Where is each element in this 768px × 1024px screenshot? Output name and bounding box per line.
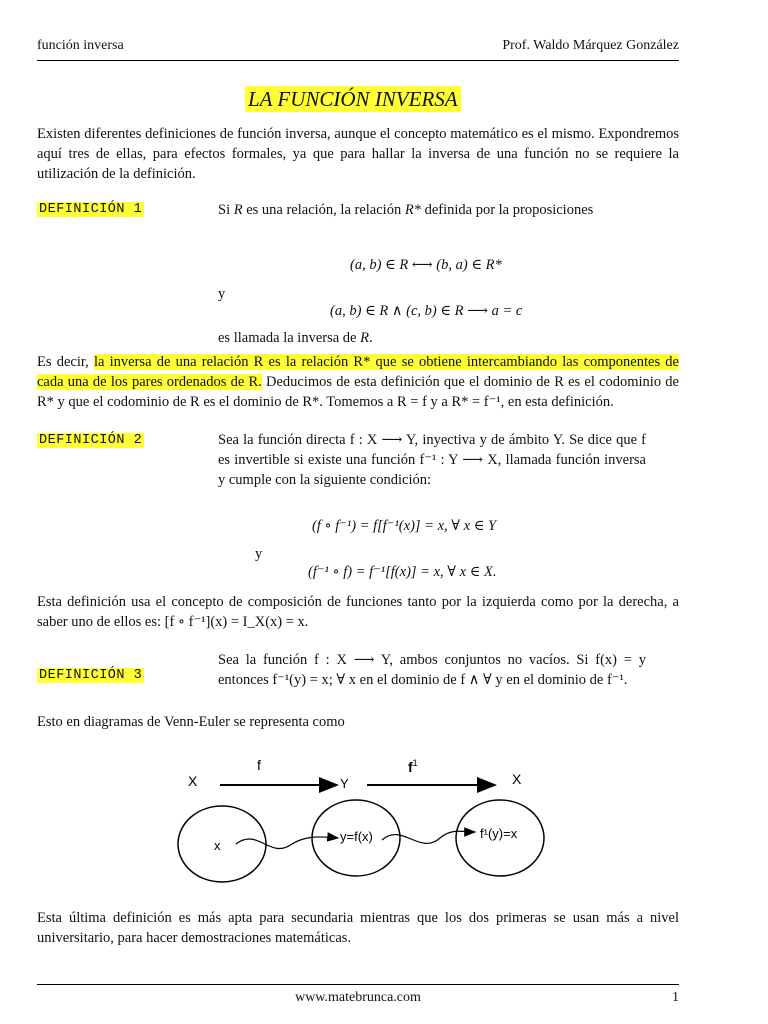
definition-1-equation-1: (a, b) ∈ R ⟷ (b, a) ∈ R*: [350, 257, 502, 273]
closing-paragraph: Esta última definición es más apta para secundaria mientras que los dos primeras se usan más a nivel universitario, para hacer demostraciones matemáticas.: [37, 910, 679, 946]
definition-2-equation-2: (f⁻¹ ∘ f) = f⁻¹[f(x)] = x, ∀ x ∈ X.: [308, 564, 497, 580]
def1-text-a: Si: [218, 202, 234, 218]
def1-text-b: es una relación, la relación: [242, 202, 405, 218]
explain-rest: Deducimos de esta definición que el dominio de R es el codominio de R* y que el codominio de R es el dominio de R*. Tomemos a R = f y a R* = f⁻¹, en esta definición.: [37, 374, 679, 410]
label-f-inverse-base: f: [408, 759, 413, 775]
header-left: función inversa: [37, 38, 124, 53]
def1-closing-b: .: [368, 330, 373, 346]
explain-prefix: Es decir,: [37, 354, 94, 370]
element-x: x: [214, 838, 221, 853]
definition-1-y: y: [218, 286, 226, 302]
composition-paragraph: Esta definición usa el concepto de composición de funciones tanto por la izquierda como por la derecha, a saber uno de ellos es: [f ∘ f⁻¹](x) = I_X(x) = x.: [37, 594, 679, 630]
definition-1-text: [218, 200, 646, 220]
mapping-arrow-1: [236, 837, 338, 849]
definition-1-equation-2: (a, b) ∈ R ∧ (c, b) ∈ R ⟶ a = c: [330, 303, 523, 319]
set-x-circle: [178, 806, 266, 882]
footer-page-number: 1: [672, 990, 679, 1005]
label-set-x2: X: [512, 771, 522, 787]
label-set-x: X: [188, 773, 198, 789]
definition-2-text: Sea la función directa f : X ⟶ Y, inyectiva y de ámbito Y. Se dice que f es invertible si existe una función f⁻¹ : Y ⟶ X, llamada función inversa y cumple con la siguiente condición:: [218, 432, 646, 488]
def1-closing-a: es llamada la inversa de: [218, 330, 361, 346]
intro-paragraph: Existen diferentes definiciones de función inversa, aunque el concepto matemático es el mismo. Expondremos aquí tres de ellas, para efectos formales, ya que para hallar la inversa de una función no se requiere la utilización de la definición.: [37, 126, 679, 182]
definition-2-label: DEFINICIÓN 2: [39, 433, 143, 448]
mapping-arrow-2: [382, 831, 475, 843]
venn-intro: Esto en diagramas de Venn-Euler se representa como: [37, 714, 345, 730]
definition-3-label: DEFINICIÓN 3: [39, 668, 143, 683]
label-f-inverse: [408, 758, 418, 775]
definition-2-y: y: [255, 546, 263, 562]
footer-rule: [37, 984, 679, 985]
label-f-inverse-sup: 1: [412, 758, 418, 768]
explain-highlight: la inversa de una relación R es la relación R* que se obtiene intercambiando las componentes de cada una de los pares ordenados de R.: [37, 354, 679, 390]
venn-diagram: [170, 752, 590, 902]
label-f: f: [257, 757, 261, 773]
def1-symbol-r: R: [233, 202, 243, 218]
footer-url[interactable]: www.matebrunca.com: [295, 990, 421, 1005]
def1-symbol-rstar: R*: [404, 202, 421, 218]
definition-2-equation-1: (f ∘ f⁻¹) = f[f⁻¹(x)] = x, ∀ x ∈ Y: [312, 518, 497, 534]
header-rule: [37, 60, 679, 61]
label-set-y: Y: [340, 776, 349, 791]
element-y: y=f(x): [340, 829, 373, 844]
def1-closing-r: R: [360, 330, 369, 346]
definition-1-label: DEFINICIÓN 1: [39, 202, 143, 217]
definition-1-closing: [218, 330, 373, 347]
element-inverse: f¹(y)=x: [480, 826, 518, 841]
page-title: LA FUNCIÓN INVERSA: [245, 86, 461, 112]
header-right: Prof. Waldo Márquez González: [502, 38, 679, 53]
explanation-paragraph: [37, 352, 679, 412]
definition-3-text: Sea la función f : X ⟶ Y, ambos conjuntos no vacíos. Si f(x) = y entonces f⁻¹(y) = x; ∀ x en el dominio de f ∧ ∀ y en el dominio de f⁻¹.: [218, 652, 646, 688]
def1-text-c: definida por la proposiciones: [420, 202, 594, 218]
